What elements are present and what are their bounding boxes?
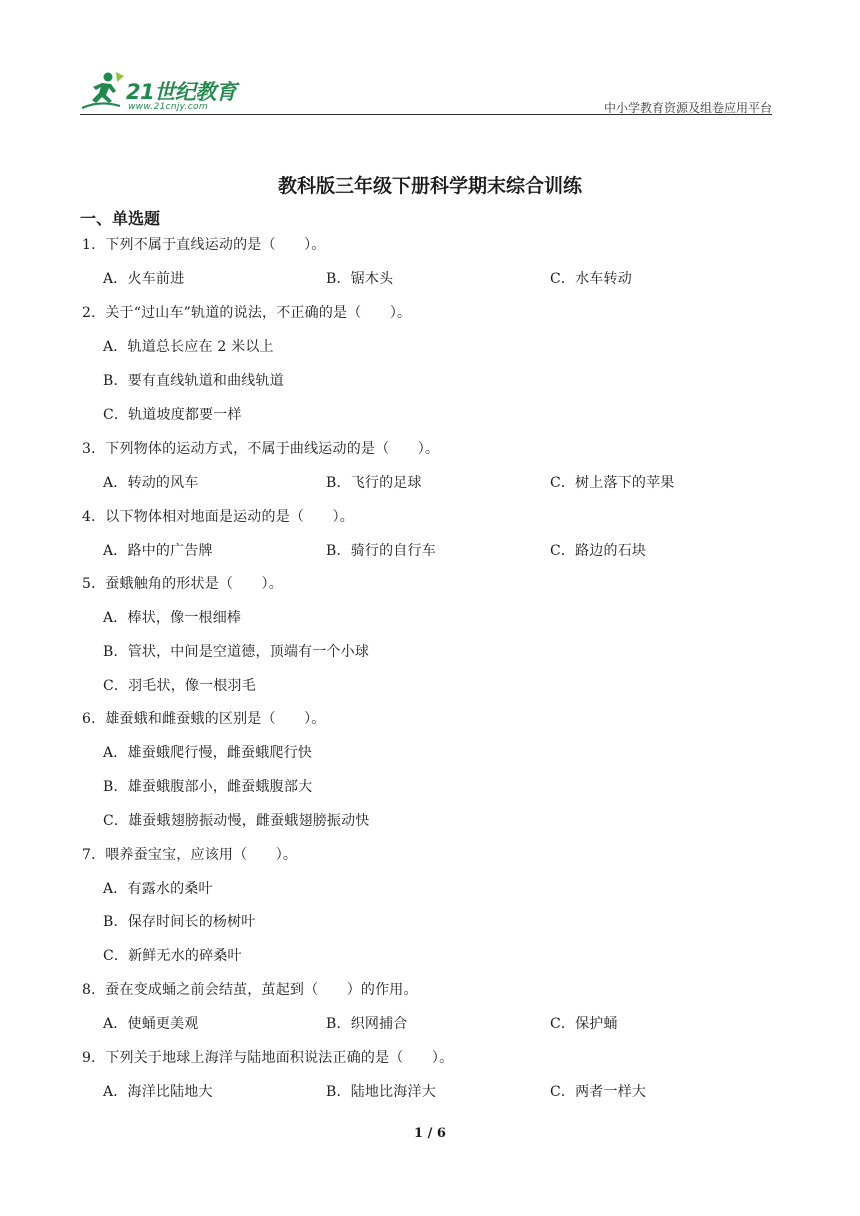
question-3-option-b: B．飞行的足球 xyxy=(326,475,422,491)
logo-url: www.21cnjy.com xyxy=(128,102,208,112)
question-5-option-b: B．管状，中间是空道德，顶端有一个小球 xyxy=(103,644,370,660)
question-2-option-c: C．轨道坡度都要一样 xyxy=(103,407,242,423)
section-heading: 一、单选题 xyxy=(80,209,161,228)
question-4-option-c: C．路边的石块 xyxy=(550,543,647,559)
question-4: 4．以下物体相对地面是运动的是（ ）。 xyxy=(82,509,354,525)
logo xyxy=(80,70,240,114)
question-8-option-c: C．保护蛹 xyxy=(550,1016,618,1032)
platform-name: 中小学教育资源及组卷应用平台 xyxy=(603,101,772,115)
question-1-option-b: B．锯木头 xyxy=(326,271,394,287)
question-7-option-c: C．新鲜无水的碎桑叶 xyxy=(103,948,242,964)
question-1-option-a: A．火车前进 xyxy=(103,271,185,287)
question-9-option-b: B．陆地比海洋大 xyxy=(326,1084,436,1100)
question-4-option-b: B．骑行的自行车 xyxy=(326,543,436,559)
question-7: 7．喂养蚕宝宝，应该用（ ）。 xyxy=(82,847,298,863)
question-4-option-a: A．路中的广告牌 xyxy=(103,543,213,559)
page-header xyxy=(80,70,772,116)
question-9-option-a: A．海洋比陆地大 xyxy=(103,1084,213,1100)
logo-text: 21世纪教育 xyxy=(126,80,237,104)
question-8-option-a: A．使蛹更美观 xyxy=(103,1016,199,1032)
question-5-option-c: C．羽毛状，像一根羽毛 xyxy=(103,678,256,694)
question-2-option-b: B．要有直线轨道和曲线轨道 xyxy=(103,373,284,389)
question-3: 3．下列物体的运动方式，不属于曲线运动的是（ ）。 xyxy=(82,441,440,457)
question-9-option-c: C．两者一样大 xyxy=(550,1084,647,1100)
header-divider xyxy=(80,114,772,115)
question-6-option-c: C．雄蚕蛾翅膀振动慢，雌蚕蛾翅膀振动快 xyxy=(103,813,370,829)
question-6: 6．雄蚕蛾和雌蚕蛾的区别是（ ）。 xyxy=(82,711,326,727)
page-title: 教科版三年级下册科学期末综合训练 xyxy=(277,175,582,197)
question-5: 5．蚕蛾触角的形状是（ ）。 xyxy=(82,576,283,592)
question-8: 8．蚕在变成蛹之前会结茧，茧起到（ ）的作用。 xyxy=(82,982,418,998)
question-6-option-b: B．雄蚕蛾腹部小，雌蚕蛾腹部大 xyxy=(103,779,313,795)
question-8-option-b: B．织网捕合 xyxy=(326,1016,408,1032)
question-9: 9．下列关于地球上海洋与陆地面积说法正确的是（ ）。 xyxy=(82,1050,454,1066)
running-figure-icon xyxy=(80,70,126,114)
question-7-option-a: A．有露水的桑叶 xyxy=(103,881,213,897)
question-3-option-a: A．转动的风车 xyxy=(103,475,199,491)
question-2-option-a: A．轨道总长应在 2 米以上 xyxy=(103,339,274,355)
question-6-option-a: A．雄蚕蛾爬行慢，雌蚕蛾爬行快 xyxy=(103,745,313,761)
question-7-option-b: B．保存时间长的杨树叶 xyxy=(103,914,256,930)
question-2: 2．关于“过山车”轨道的说法，不正确的是（ ）。 xyxy=(82,305,412,321)
question-1-option-c: C．水车转动 xyxy=(550,271,632,287)
page-number: 1 / 6 xyxy=(414,1126,446,1141)
question-5-option-a: A．棒状，像一根细棒 xyxy=(103,610,242,626)
question-1: 1．下列不属于直线运动的是（ ）。 xyxy=(82,237,326,253)
question-3-option-c: C．树上落下的苹果 xyxy=(550,475,675,491)
